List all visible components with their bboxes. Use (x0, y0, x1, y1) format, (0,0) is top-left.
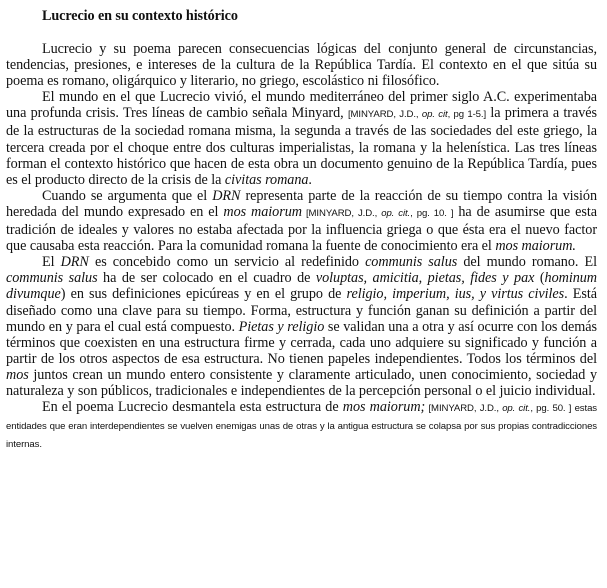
p5-cite-1: [MINYARD, J.D., (425, 403, 503, 415)
citation-minyard-3 (425, 403, 571, 414)
p5-em-1: mos maiorum; (342, 399, 426, 416)
p4-text-2: es concebido como un servicio al redefinido (88, 254, 366, 271)
p2-em-1: civitas romana (224, 171, 309, 188)
p3-text-3: ha de asumirse que esta tradición de ideales y valores no estaba afectada por la influencia griega o que ésta era el nuevo factor que causaba esta reacción. Para la comunidad romana la fuente de conocimiento era el (6, 203, 597, 255)
citation-minyard-2 (302, 208, 453, 219)
p4-text-7: . Está diseñado como una clave para su tiempo. Forma, estructura y función ganan su definición a partir del mundo en y para el cual está compuesto. (6, 286, 597, 335)
p4-text-3: del mundo romano. El (457, 254, 597, 271)
p3-cite-2: op. cit. (381, 207, 411, 219)
document-body (6, 41, 597, 453)
p4-em-4: voluptas, amicitia, pietas, fides y pax (315, 270, 535, 287)
p4-em-5: hominum divumque (6, 270, 598, 303)
p5-cite-3: , pg. 50. ] (530, 403, 572, 415)
p3-cite-1: [MINYARD, J.D., (301, 207, 382, 219)
p4-text-8: se validan una a otra y así ocurre con los demás términos que coexisten en una estructura firme y cerrada, cada uno adquiere su significado y función a partir de los otros aspectos de esa estructura. No tienen papeles independientes. Todos los términos del (6, 318, 598, 367)
p5-text-1: En el poema Lucrecio desmantela esta estructura de (42, 399, 343, 416)
p4-text-9: juntos crean un mundo entero consistente y claramente articulado, unen conocimiento, sociedad y naturaleza y son públicos, tradicionales e independientes de la percepción personal o el juicio individual. (6, 366, 597, 399)
p4-text-1: El (42, 254, 61, 271)
p4-text-4: ha de ser colocado en el cuadro de (97, 270, 316, 287)
p4-text-6: ) en sus definiciones epicúreas y en el grupo de (60, 286, 347, 303)
p4-em-6: religio, imperium, ius, y virtus civiles (346, 286, 565, 303)
p3-em-2: mos maiorum (223, 203, 302, 220)
p3-text-1: Cuando se argumenta que el (42, 187, 213, 204)
p4-em-3: communis salus (6, 270, 98, 287)
p2-cite-2: op. cit (421, 109, 448, 121)
p2-text-1: El mundo en el que Lucrecio vivió, el mundo mediterráneo del primer siglo A.C. experimentaba una profunda crisis. Tres líneas de cambio señala Minyard, (6, 89, 597, 122)
p2-cite-3: , pg 1-5.] (447, 109, 487, 121)
p4-em-7: Pietas y religio (238, 318, 325, 335)
p2-text-2: la primera a través de la estructuras de la sociedad romana misma, la segunda a través de las sociedades del este griego, la tercera creada por el choque entre dos culturas imperialistas, la romana y la helenística. Las tres líneas forman el contexto histórico que hacen de esta obra un documento genuino de la República Tardía, pues es el producto directo de la crisis de la (6, 105, 597, 188)
p2-text-3: . (308, 171, 312, 188)
p1-text-1: Lucrecio y su poema parecen consecuencias lógicas del conjunto general de circunstancias, tendencias, presiones, e intereses de la cultura de la República Tardía. El contexto en el que sitúa su poema es romano, oligárquico y literario, no griego, escolástico ni filosófico. (6, 41, 597, 90)
paragraph-4 (6, 254, 597, 399)
p5-cite-2: op. cit. (502, 403, 531, 415)
section-title: Lucrecio en su contexto histórico (42, 8, 238, 24)
citation-minyard-1 (348, 109, 486, 120)
p3-em-3: mos maiorum. (495, 238, 576, 255)
paragraph-1 (6, 41, 597, 89)
p4-em-1: DRN (60, 254, 89, 271)
p2-cite-1: [MINYARD, J.D., (347, 109, 422, 121)
p4-text-5: ( (534, 270, 545, 287)
paragraph-5 (6, 399, 597, 453)
p4-em-2: communis salus (365, 254, 458, 271)
paragraph-2 (6, 89, 597, 188)
paragraph-3 (6, 188, 597, 254)
p4-em-8: mos (6, 366, 29, 383)
p3-em-1: DRN (212, 187, 241, 204)
p3-cite-3: , pg. 10. ] (410, 207, 454, 219)
p5-text-2: estas entidades que eran interdependientes se vuelven enemigas unas de otras y la antigua estructura se colapsa por sus propias contradicciones internas. (6, 403, 597, 451)
p3-text-2: representa parte de la reacción de su tiempo contra la visión heredada del mundo expresado en el (6, 187, 597, 220)
